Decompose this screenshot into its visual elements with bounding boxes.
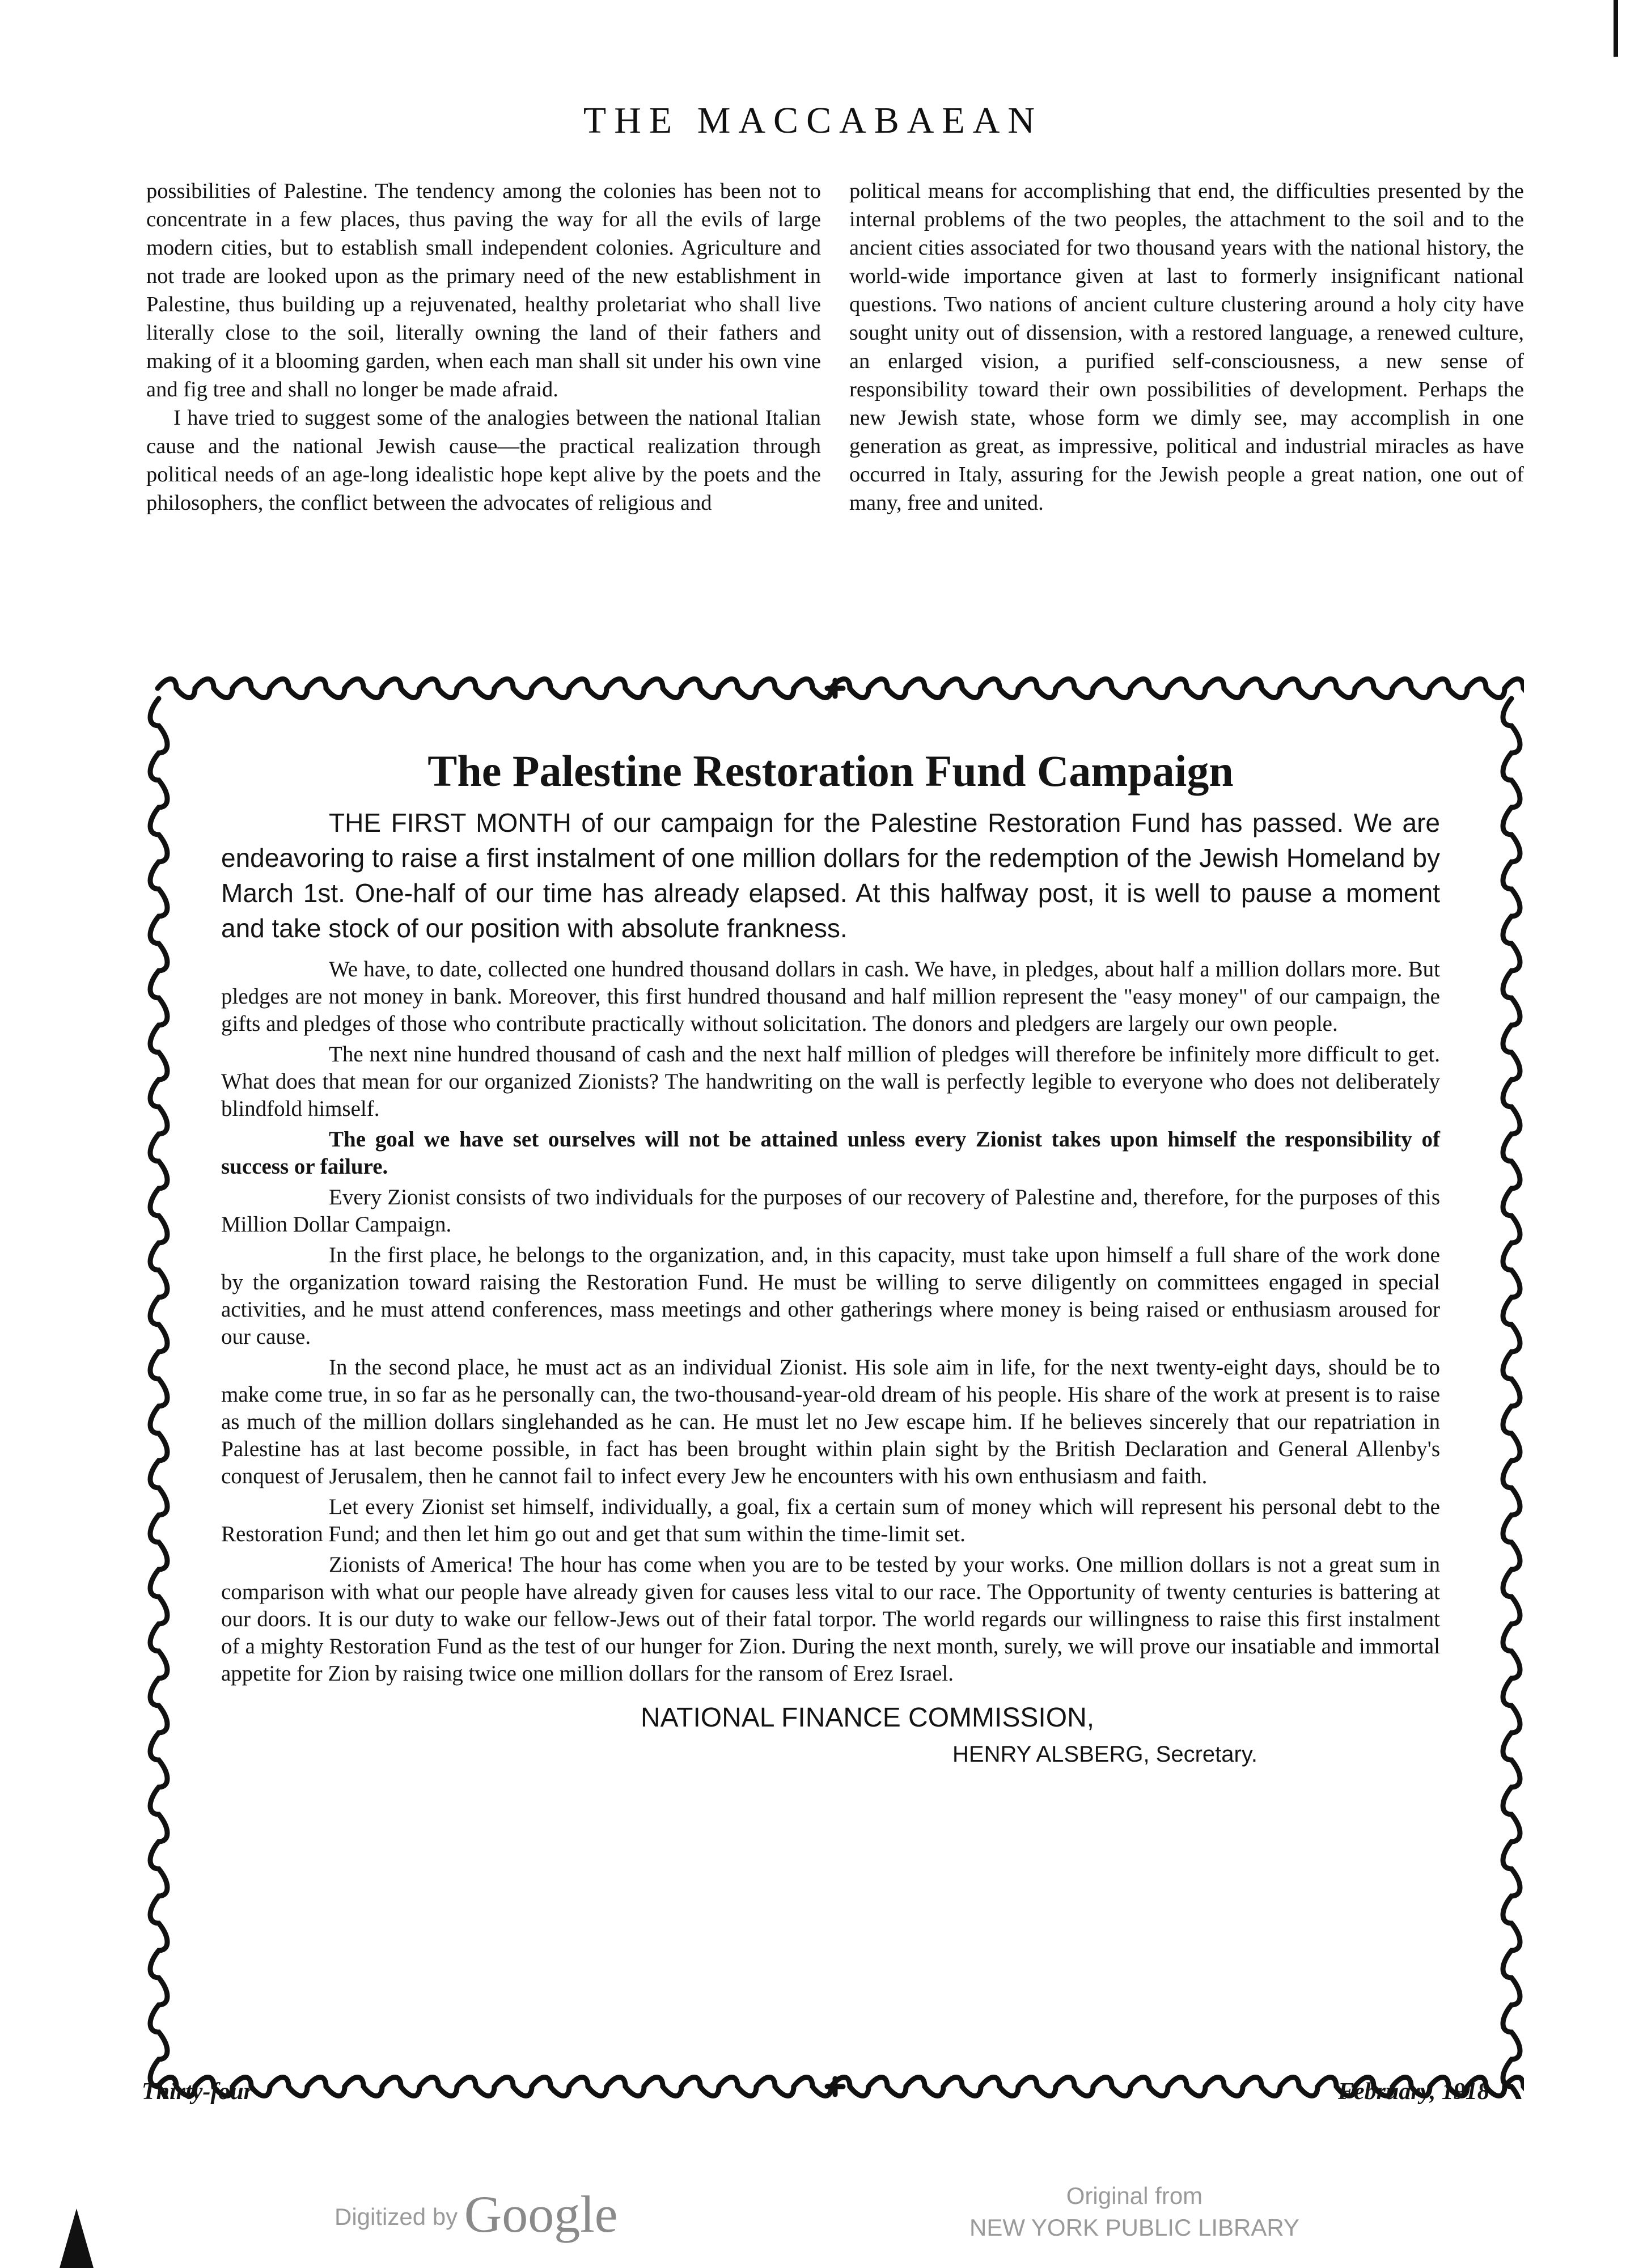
- notice-title: The Palestine Restoration Fund Campaign: [427, 746, 1234, 796]
- notice-paragraph-6: In the second place, he must act as an individual Zionist. His sole aim in life, for the next twenty-eight days, should be to make come true, in so far as he personally can, the two-thousand-year-old dream of his people. His share of the work at present is to raise as much of the million dollars singlehanded as he can. He must let no Jew escape him. If he believes sincerely that our repatriation in Palestine has at last become possible, in fact has been brought within plain sight by the British Declaration and General Allenby's conquest of Jerusalem, then he cannot fail to infect every Jew he encounters with his own enthusiasm and faith.: [221, 1355, 1440, 1488]
- digitized-label: Digitized by: [334, 2203, 458, 2230]
- left-paragraph-1: possibilities of Palestine. The tendency among the colonies has been not to concentrate in a few places, thus paving the way for all the evils of large modern cities, but to establish small independent colonies. Agriculture and not trade are looked upon as the primary need of the new establishment in Palestine, thus building up a rejuvenated, healthy proletariat who shall live literally close to the soil, literally owning the land of their fathers and making of it a blooming garden, when each man shall sit under his own vine and fig tree and shall no longer be made afraid.: [146, 179, 821, 401]
- origin-line-2: NEW YORK PUBLIC LIBRARY: [969, 2214, 1299, 2241]
- corner-scan-mark: [60, 2208, 94, 2268]
- right-column: [849, 177, 1524, 517]
- border-right-wave: [1503, 699, 1520, 2099]
- notice-paragraph-7: Let every Zionist set himself, individually, a goal, fix a certain sum of money which will represent his personal debt to the Restoration Fund; and then let him go out and get that sum within the time-limit set.: [221, 1495, 1440, 1546]
- left-column: [146, 177, 821, 517]
- notice-paragraph-8: Zionists of America! The hour has come when you are to be tested by your works. One million dollars is not a great sum in comparison with what our people have already given for causes less vital to our race. The Opportunity of twenty centuries is battering at our doors. It is our duty to wake our fellow-Jews out of their fatal torpor. The world regards our willingness to raise this first instalment of a mighty Restoration Fund as the test of our hunger for Zion. During the next month, surely, we will prove our insatiable and immortal appetite for Zion by raising twice one million dollars for the ransom of Erez Israel.: [221, 1552, 1440, 1686]
- notice-lead: THE FIRST MONTH of our campaign for the Palestine Restoration Fund has passed. We are endeavoring to raise a first instalment of one million dollars for the redemption of the Jewish Homeland by March 1st. One-half of our time has already elapsed. At this halfway post, it is well to pause a moment and take stock of our position with absolute frankness.: [221, 808, 1440, 943]
- border-left-wave: [150, 699, 167, 2099]
- google-wordmark: Google: [464, 2185, 618, 2243]
- notice-paragraph-3: The goal we have set ourselves will not be attained unless every Zionist takes upon himself the responsibility of success or failure.: [221, 1127, 1440, 1179]
- page-number: Thirty-four: [142, 2079, 253, 2105]
- signature-organization: NATIONAL FINANCE COMMISSION,: [641, 1703, 1095, 1733]
- left-paragraph-2: I have tried to suggest some of the analogies between the national Italian cause and the national Jewish cause—the practical realization through political needs of an age-long idealistic hope kept alive by the poets and the philosophers, the conflict between the advocates of religious and: [146, 406, 821, 515]
- signature-name: HENRY ALSBERG, Secretary.: [952, 1742, 1257, 1767]
- notice-paragraph-4: Every Zionist consists of two individuals for the purposes of our recovery of Palestine and, therefore, for the purposes of this Million Dollar Campaign.: [221, 1185, 1440, 1237]
- origin-credit: [969, 2180, 1299, 2244]
- campaign-notice: [221, 743, 1440, 1771]
- origin-line-1: Original from: [1066, 2182, 1203, 2209]
- right-paragraph-1: political means for accomplishing that end, the difficulties presented by the internal problems of the two peoples, the attachment to the soil and to the ancient cities associated for two thousand years with the national history, the world-wide importance given at last to formerly insignificant national questions. Two nations of ancient culture clustering around a holy city have sought unity out of dissension, with a restored language, a renewed culture, an enlarged vision, a purified self-consciousness, a new sense of responsibility toward their own possibilities of development. Perhaps the new Jewish state, whose form we dimly see, may accomplish in one generation as great, as impressive, political and industrial miracles as have occurred in Italy, assuring for the Jewish people a great nation, one out of many, free and united.: [849, 179, 1524, 515]
- notice-paragraph-1: We have, to date, collected one hundred thousand dollars in cash. We have, in pledges, about half a million dollars more. But pledges are not money in bank. Moreover, this first hundred thousand and half million represent the "easy money" of our campaign, the gifts and pledges of those who contribute practically without solicitation. The donors and pledgers are largely our own people.: [221, 957, 1440, 1036]
- masthead: THE MACCABAEAN: [583, 100, 1043, 141]
- notice-paragraph-2: The next nine hundred thousand of cash and the next half million of pledges will therefore be infinitely more difficult to get. What does that mean for our organized Zionists? The handwriting on the wall is perfectly legible to everyone who does not deliberately blindfold himself.: [221, 1042, 1440, 1121]
- page-edge-mark: [1614, 0, 1618, 57]
- digitized-credit: [334, 2184, 618, 2244]
- notice-paragraph-5: In the first place, he belongs to the organization, and, in this capacity, must take upon himself a full share of the work done by the organization toward raising the Restoration Fund. He must be willing to serve diligently on committees engaged in special activities, and he must attend conferences, mass meetings and other gatherings where money is being raised or enthusiasm aroused for our cause.: [221, 1243, 1440, 1349]
- issue-date: February, 1918: [1338, 2079, 1489, 2105]
